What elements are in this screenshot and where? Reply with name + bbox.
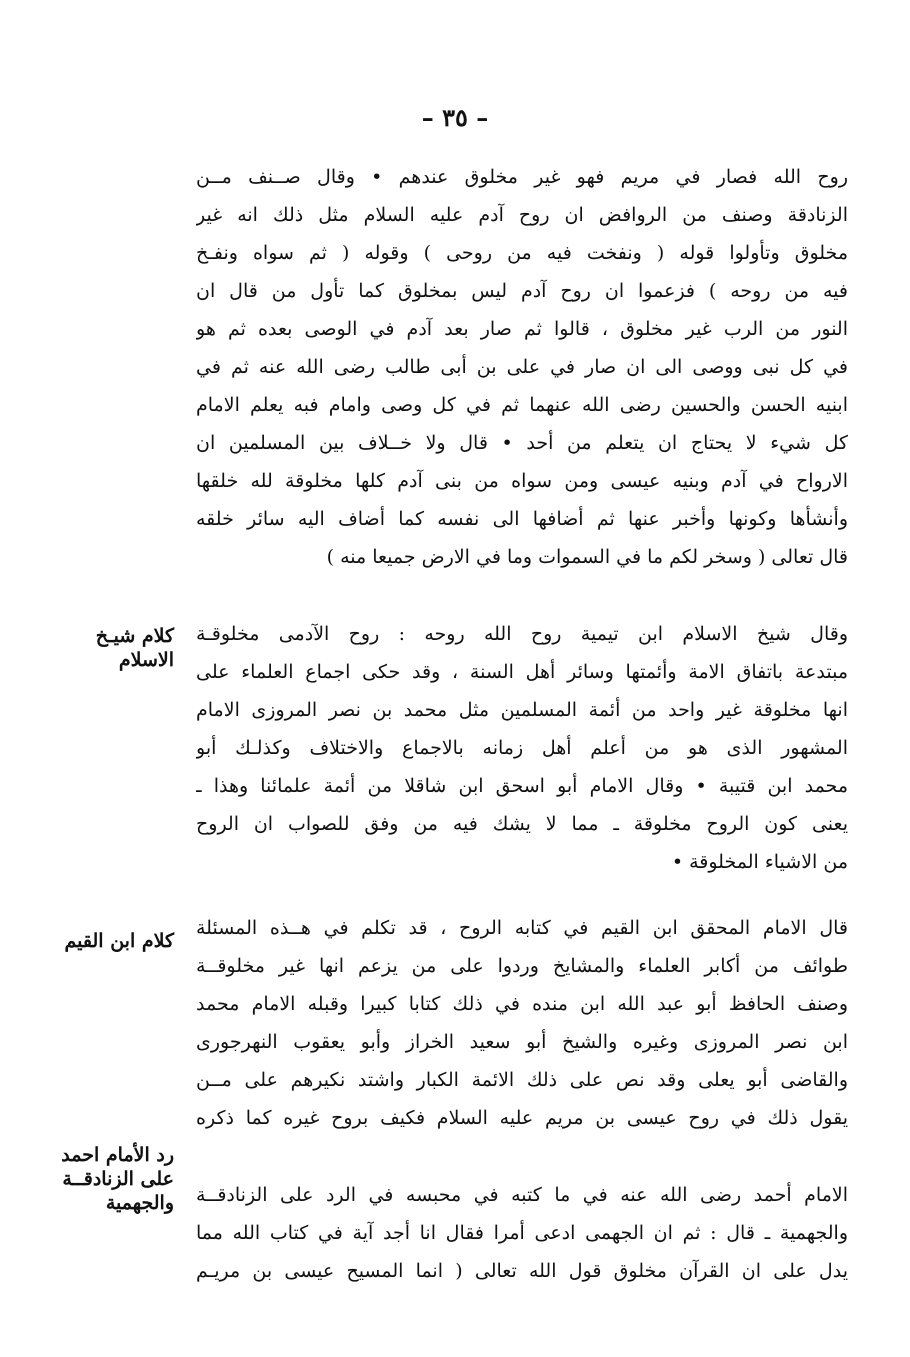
margin-note-line: رد الأمام احمد: [61, 1144, 174, 1166]
text-line: روح الله فصار في مريم فهو غير مخلوق عندهم • وقال صــنف مــن: [196, 166, 848, 188]
text-line: مخلوق وتأولوا قوله ( ونفخت فيه من روحى ) وقوله ( ثم سواه ونفـخ: [196, 242, 848, 264]
text-line: يقول ذلك في روح عيسى بن مريم عليه السلام فكيف بروح غيره كما ذكره: [196, 1107, 848, 1129]
margin-note-imam-ahmad: [24, 1143, 174, 1215]
text-line: ابنيه الحسن والحسين رضى الله عنهما ثم في كل وصى وامام فبه يعلم الامام: [196, 394, 848, 416]
text-line: من الاشياء المخلوقة •: [671, 851, 848, 873]
text-line: طوائف من أكابر العلماء والمشايخ وردوا على من يزعم انها غير مخلوقــة: [196, 955, 848, 977]
text-line: قال تعالى ( وسخر لكم ما في السموات وما في الارض جميعا منه ): [326, 546, 848, 568]
paragraph-2: [196, 615, 848, 881]
text-line: والقاضى أبو يعلى وقد نص على ذلك الائمة الكبار واشتد نكيرهم على مــن: [196, 1069, 848, 1091]
page-number: – ٣٥ –: [421, 103, 489, 132]
text-line: فيه من روحه ) فزعموا ان روح آدم ليس بمخلوق كما تأول من قال ان: [196, 280, 848, 302]
text-line: يدل على ان القرآن مخلوق قول الله تعالى ( انما المسيح عيسى بن مريـم: [196, 1260, 848, 1282]
margin-note-line: كلام شيـخ: [95, 625, 174, 647]
text-line: وأنشأها وكونها وأخبر عنها ثم أضافها الى نفسه كما أضاف اليه سائر خلقه: [196, 508, 848, 530]
text-line: محمد ابن قتيبة • وقال الامام أبو اسحق ابن شاقلا من أئمة علمائنا وهذا ـ: [196, 775, 848, 797]
text-line: انها مخلوقة غير واحد من أئمة المسلمين مثل محمد بن نصر المروزى الامام: [196, 699, 848, 721]
text-line: وصنف الحافظ أبو عبد الله ابن منده في ذلك كتابا كبيرا وقبله الامام محمد: [196, 993, 848, 1015]
paragraph-4: [196, 1176, 848, 1290]
paragraph-1: [196, 158, 848, 576]
margin-note-ibn-al-qayyim: [24, 929, 174, 953]
text-line: المشهور الذى هو من أعلم أهل زمانه بالاجماع والاختلاف وكذلـك أبو: [196, 737, 848, 759]
text-line: النور من الرب غير مخلوق ، قالوا ثم صار بعد آدم في الوصى بعده ثم هو: [196, 318, 848, 340]
text-line: والجهمية ـ قال : ثم ان الجهمى ادعى أمرا فقال انا أجد آية في كتاب الله مما: [196, 1222, 848, 1244]
paragraph-3: [196, 909, 848, 1137]
text-line: ابن نصر المروزى وغيره والشيخ أبو سعيد الخراز وأبو يعقوب النهرجورى: [196, 1031, 848, 1053]
margin-note-ibn-taymiyya: [24, 624, 174, 672]
margin-note-line: كلام ابن القيم: [64, 930, 174, 952]
margin-note-line: على الزنادقــة: [62, 1168, 174, 1190]
text-line: مبتدعة باتفاق الامة وأئمتها وسائر أهل السنة ، وقد حكى اجماع العلماء على: [196, 661, 848, 683]
text-line: في كل نبى ووصى الى ان صار في على بن أبى طالب رضى الله عنه ثم في: [196, 356, 848, 378]
margin-note-line: الاسلام: [118, 649, 174, 671]
text-line: يعنى كون الروح مخلوقة ـ مما لا يشك فيه من وفق للصواب ان الروح: [196, 813, 848, 835]
margin-note-line: والجهمية: [105, 1192, 174, 1214]
text-line: الارواح في آدم وبنيه عيسى ومن سواه من بنى آدم كلها مخلوقة لله خلقها: [196, 470, 848, 492]
text-line: وقال شيخ الاسلام ابن تيمية روح الله روحه : روح الآدمى مخلوقـة: [196, 623, 848, 645]
text-line: الامام أحمد رضى الله عنه في ما كتبه في محبسه في الرد على الزنادقــة: [196, 1184, 848, 1206]
text-line: الزنادقة وصنف من الروافض ان روح آدم عليه السلام مثل ذلك انه غير: [196, 204, 848, 226]
text-line: كل شيء لا يحتاج ان يتعلم من أحد • قال ولا خــلاف بين المسلمين ان: [196, 432, 848, 454]
text-line: قال الامام المحقق ابن القيم في كتابه الروح ، قد تكلم في هــذه المسئلة: [196, 917, 848, 939]
